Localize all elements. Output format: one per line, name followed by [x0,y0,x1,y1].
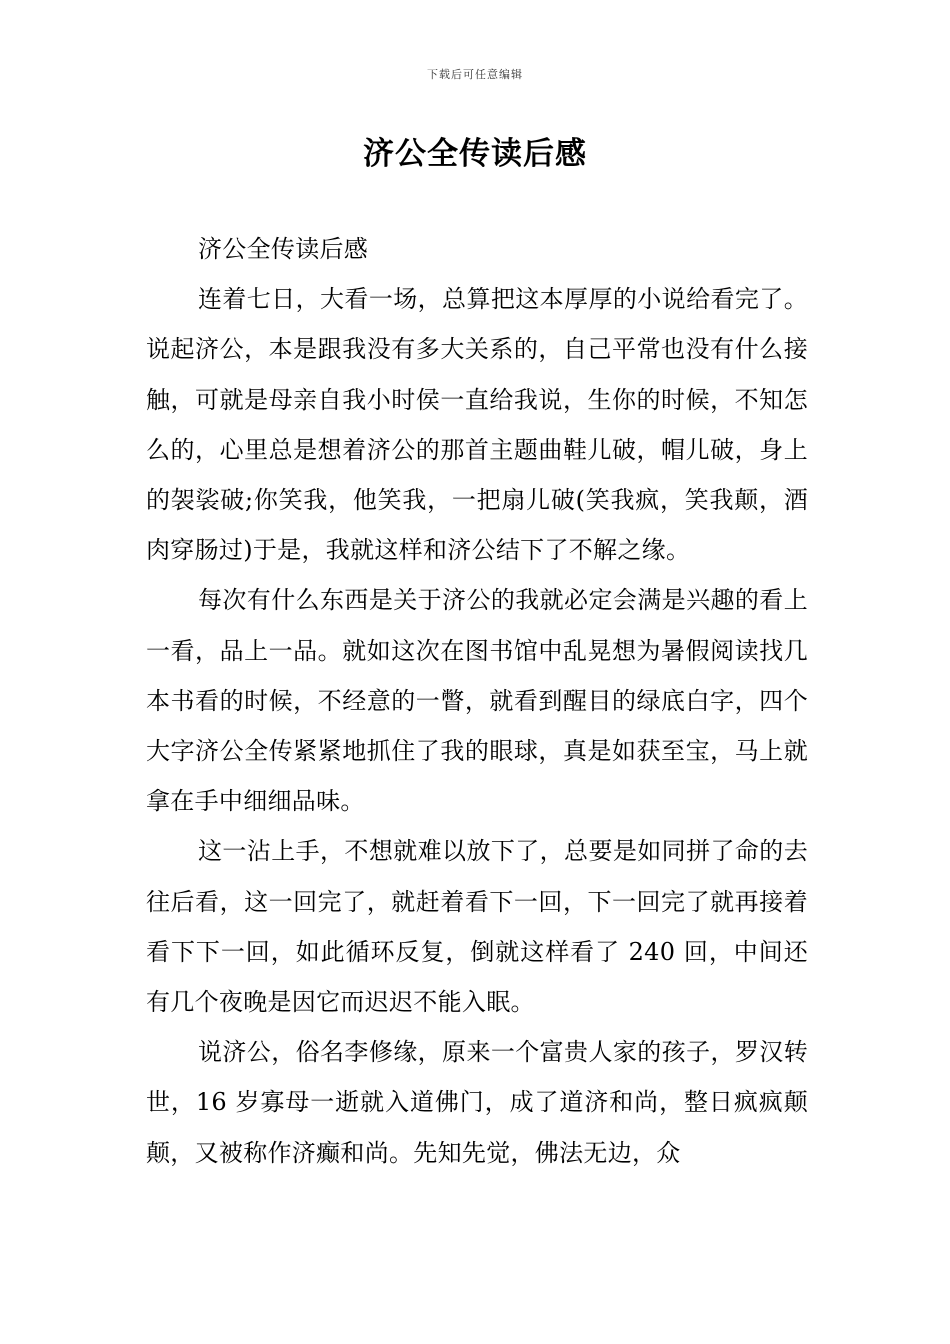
paragraph: 连着七日，大看一场，总算把这本厚厚的小说给看完了。说起济公，本是跟我没有多大关系的，自己平常也没有什么接触，可就是母亲自我小时侯一直给我说，生你的时候，不知怎么的，心里总是想着济公的那首主题曲鞋儿破，帽儿破，身上的袈裟破;你笑我，他笑我，一把扇儿破(笑我疯，笑我颠，酒肉穿肠过)于是，我就这样和济公结下了不解之缘。 [146,285,808,565]
paragraph: 说济公，俗名李修缘，原来一个富贵人家的孩子，罗汉转世，16 岁寡母一逝就入道佛门，成了道济和尚，整日疯疯颠颠，又被称作济癫和尚。先知先觉，佛法无边，众 [146,1038,808,1167]
paragraph: 每次有什么东西是关于济公的我就必定会满是兴趣的看上一看，品上一品。就如这次在图书馆中乱晃想为暑假阅读找几本书看的时候，不经意的一瞥，就看到醒目的绿底白字，四个大字济公全传紧紧地抓住了我的眼球，真是如获至宝，马上就拿在手中细细品味。 [146,586,808,816]
paragraph-subtitle: 济公全传读后感 [198,235,369,263]
paragraph: 这一沾上手，不想就难以放下了，总要是如同拼了命的去往后看，这一回完了，就赶着看下一回，下一回完了就再接着看下下一回，如此循环反复，倒就这样看了 240 回，中间还有几个夜晚是因它而迟迟不能入眠。 [146,837,808,1017]
document-title: 济公全传读后感 [363,136,587,172]
document-body [146,224,808,1178]
page-header-note: 下载后可任意编辑 [427,68,523,81]
